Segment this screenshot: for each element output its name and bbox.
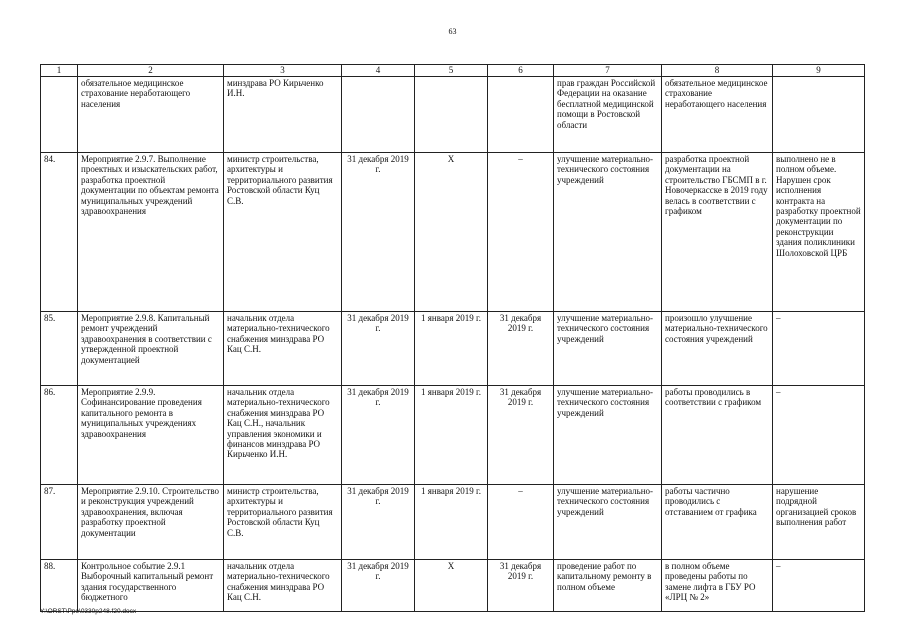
- expected-result-cell: улучшение материально-технического состояния учреждений: [554, 485, 662, 560]
- column-header: 5: [415, 65, 488, 77]
- planned-end-cell: 31 декабря 2019 г.: [342, 312, 415, 386]
- page-number: 63: [448, 27, 457, 36]
- column-header: 9: [773, 65, 865, 77]
- table-row: [41, 386, 865, 485]
- table-row: [41, 312, 865, 386]
- planned-end-cell: 31 декабря 2019 г.: [342, 485, 415, 560]
- column-header: 8: [662, 65, 773, 77]
- responsible-cell: минздрава РО Кирьченко И.Н.: [224, 77, 342, 153]
- column-header: 6: [488, 65, 554, 77]
- row-number: [41, 77, 78, 153]
- problems-cell: нарушение подрядной организацией сроков выполнения работ: [773, 485, 865, 560]
- actual-result-cell: произошло улучшение материально-технического состояния учреждений: [662, 312, 773, 386]
- problems-cell: [773, 77, 865, 153]
- expected-result-cell: проведение работ по капитальному ремонту в полном объеме: [554, 560, 662, 612]
- responsible-cell: министр строительства, архитектуры и территориального развития Ростовской области Куц С.В.: [224, 485, 342, 560]
- column-header: 4: [342, 65, 415, 77]
- column-header: 3: [224, 65, 342, 77]
- report-table: [40, 64, 865, 612]
- row-number: 88.: [41, 560, 78, 612]
- expected-result-cell: прав граждан Российской Федерации на оказание бесплатной медицинской помощи в Ростовской области: [554, 77, 662, 153]
- actual-end-cell: [488, 77, 554, 153]
- responsible-cell: министр строительства, архитектуры и территориального развития Ростовской области Куц С.В.: [224, 153, 342, 312]
- actual-end-cell: –: [488, 485, 554, 560]
- responsible-cell: начальник отдела материально-технического снабжения минздрава РО Кац С.Н., начальник управления экономики и финансов минздрава РО Кирьченко И.Н.: [224, 386, 342, 485]
- actual-end-cell: 31 декабря 2019 г.: [488, 312, 554, 386]
- planned-end-cell: [342, 77, 415, 153]
- responsible-cell: начальник отдела материально-технического снабжения минздрава РО Кац С.Н.: [224, 312, 342, 386]
- column-header: 2: [78, 65, 224, 77]
- planned-end-cell: 31 декабря 2019 г.: [342, 153, 415, 312]
- actual-start-cell: 1 января 2019 г.: [415, 386, 488, 485]
- actual-start-cell: 1 января 2019 г.: [415, 312, 488, 386]
- event-cell: Мероприятие 2.9.7. Выполнение проектных и изыскательских работ, разработка проектной документации по объектам ремонта муниципальных учреждений здравоохранения: [78, 153, 224, 312]
- table-row: [41, 77, 865, 153]
- actual-result-cell: работы проводились в соответствии с графиком: [662, 386, 773, 485]
- problems-cell: выполнено не в полном объеме. Нарушен срок исполнения контракта на разработку проектной документации по реконструкции здания поликлиники Шолоховской ЦРБ: [773, 153, 865, 312]
- column-header: 1: [41, 65, 78, 77]
- problems-cell: –: [773, 386, 865, 485]
- table-row: [41, 153, 865, 312]
- actual-end-cell: –: [488, 153, 554, 312]
- row-number: 86.: [41, 386, 78, 485]
- event-cell: обязательное медицинское страхование неработающего населения: [78, 77, 224, 153]
- actual-end-cell: 31 декабря 2019 г.: [488, 560, 554, 612]
- actual-result-cell: работы частично проводились с отставанием от графика: [662, 485, 773, 560]
- planned-end-cell: 31 декабря 2019 г.: [342, 560, 415, 612]
- expected-result-cell: улучшение материально-технического состояния учреждений: [554, 153, 662, 312]
- row-number: 84.: [41, 153, 78, 312]
- expected-result-cell: улучшение материально-технического состояния учреждений: [554, 386, 662, 485]
- problems-cell: –: [773, 560, 865, 612]
- actual-result-cell: разработка проектной документации на строительство ГБСМП в г. Новочеркасске в 2019 году велась в соответствии с графиком: [662, 153, 773, 312]
- table-row: [41, 485, 865, 560]
- problems-cell: –: [773, 312, 865, 386]
- event-cell: Контрольное событие 2.9.1 Выборочный капитальный ремонт здания государственного бюджетного: [78, 560, 224, 612]
- row-number: 85.: [41, 312, 78, 386]
- event-cell: Мероприятие 2.9.8. Капитальный ремонт учреждений здравоохранения в соответствии с утвержденной проектной документацией: [78, 312, 224, 386]
- file-path-footer: Y:\ORST\Ppo\0330p248.f20.docx: [40, 608, 137, 615]
- actual-end-cell: 31 декабря 2019 г.: [488, 386, 554, 485]
- actual-start-cell: Х: [415, 560, 488, 612]
- row-number: 87.: [41, 485, 78, 560]
- responsible-cell: начальник отдела материально-технического снабжения минздрава РО Кац С.Н.: [224, 560, 342, 612]
- actual-start-cell: 1 января 2019 г.: [415, 485, 488, 560]
- actual-start-cell: Х: [415, 153, 488, 312]
- event-cell: Мероприятие 2.9.10. Строительство и реконструкция учреждений здравоохранения, включая разработку проектной документации: [78, 485, 224, 560]
- column-number-header: [41, 65, 865, 77]
- table-row: [41, 560, 865, 612]
- actual-result-cell: в полном объеме проведены работы по замене лифта в ГБУ РО «ЛРЦ № 2»: [662, 560, 773, 612]
- actual-start-cell: [415, 77, 488, 153]
- planned-end-cell: 31 декабря 2019 г.: [342, 386, 415, 485]
- actual-result-cell: обязательное медицинское страхование неработающего населения: [662, 77, 773, 153]
- event-cell: Мероприятие 2.9.9. Софинансирование проведения капитального ремонта в муниципальных учреждениях здравоохранения: [78, 386, 224, 485]
- column-header: 7: [554, 65, 662, 77]
- expected-result-cell: улучшение материально-технического состояния учреждений: [554, 312, 662, 386]
